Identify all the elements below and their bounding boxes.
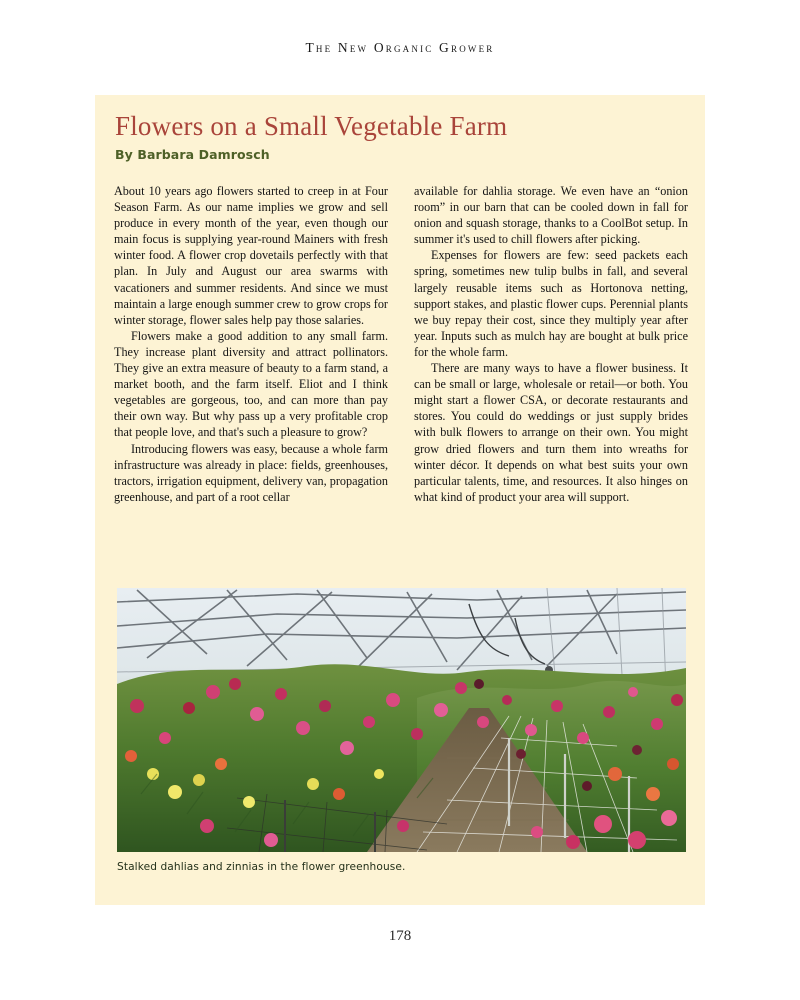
- paragraph: There are many ways to have a flower business. It can be small or large, wholesale or retail—or both. You might start a flower CSA, or decorate restaurants and stores. You could do weddings or just supply brides with bulk flowers to arrange on their own. You might grow dried flowers and turn them into wreaths for winter décor. It depends on what best suits your own particular talents, time, and resources. It also hinges on what kind of product your area will support.: [414, 361, 688, 504]
- text-column-left: [114, 183, 388, 505]
- running-head: The New Organic Grower: [305, 40, 495, 55]
- paragraph: available for dahlia storage. We even have an “onion room” in our barn that can be cooled down in fall for onion and squash storage, thanks to a CoolBot setup. In summer it's used to chill flowers after picking.: [414, 184, 688, 247]
- figure: [117, 588, 686, 873]
- article-panel: [95, 95, 705, 905]
- article-body: [114, 183, 688, 505]
- paragraph: Expenses for flowers are few: seed packets each spring, sometimes new tulip bulbs in fall, and several largely reusable items such as Hortonova netting, support stakes, and plastic flower cups. Perennial plants we buy repay their cost, since they multiply year after year. Inputs such as mulch hay are bought at bulk price for the whole farm.: [414, 248, 688, 359]
- article-byline: By Barbara Damrosch: [115, 147, 270, 162]
- paragraph: Flowers make a good addition to any small farm. They increase plant diversity and attract pollinators. They give an extra measure of beauty to a farm stand, a market booth, and the farm itself. Eliot and I think vegetables are gorgeous, too, and can more than pay their own way. But why pass up a very profitable crop that people love, and that's such a pleasure to grow?: [114, 328, 388, 440]
- paragraph: About 10 years ago flowers started to creep in at Four Season Farm. As our name implies we grow and sell produce in every month of the year, even though our main focus is supplying year-round Mainers with fresh winter food. A flower crop dovetails perfectly with that plan. In July and August our area swarms with vacationers and summer residents. And since we must maintain a large enough summer crew to grow crops for winter storage, flower sales help pay those salaries.: [114, 184, 388, 327]
- paragraph: Introducing flowers was easy, because a whole farm infrastructure was already in place: fields, greenhouses, tractors, irrigation equipment, delivery van, propagation greenhouse, and part of a root cellar: [114, 441, 388, 504]
- text-column-right: [414, 183, 688, 505]
- page-title: Flowers on a Small Vegetable Farm: [115, 111, 508, 141]
- greenhouse-photo: [117, 588, 686, 852]
- figure-caption: Stalked dahlias and zinnias in the flower greenhouse.: [117, 861, 406, 873]
- page-number: 178: [388, 928, 412, 944]
